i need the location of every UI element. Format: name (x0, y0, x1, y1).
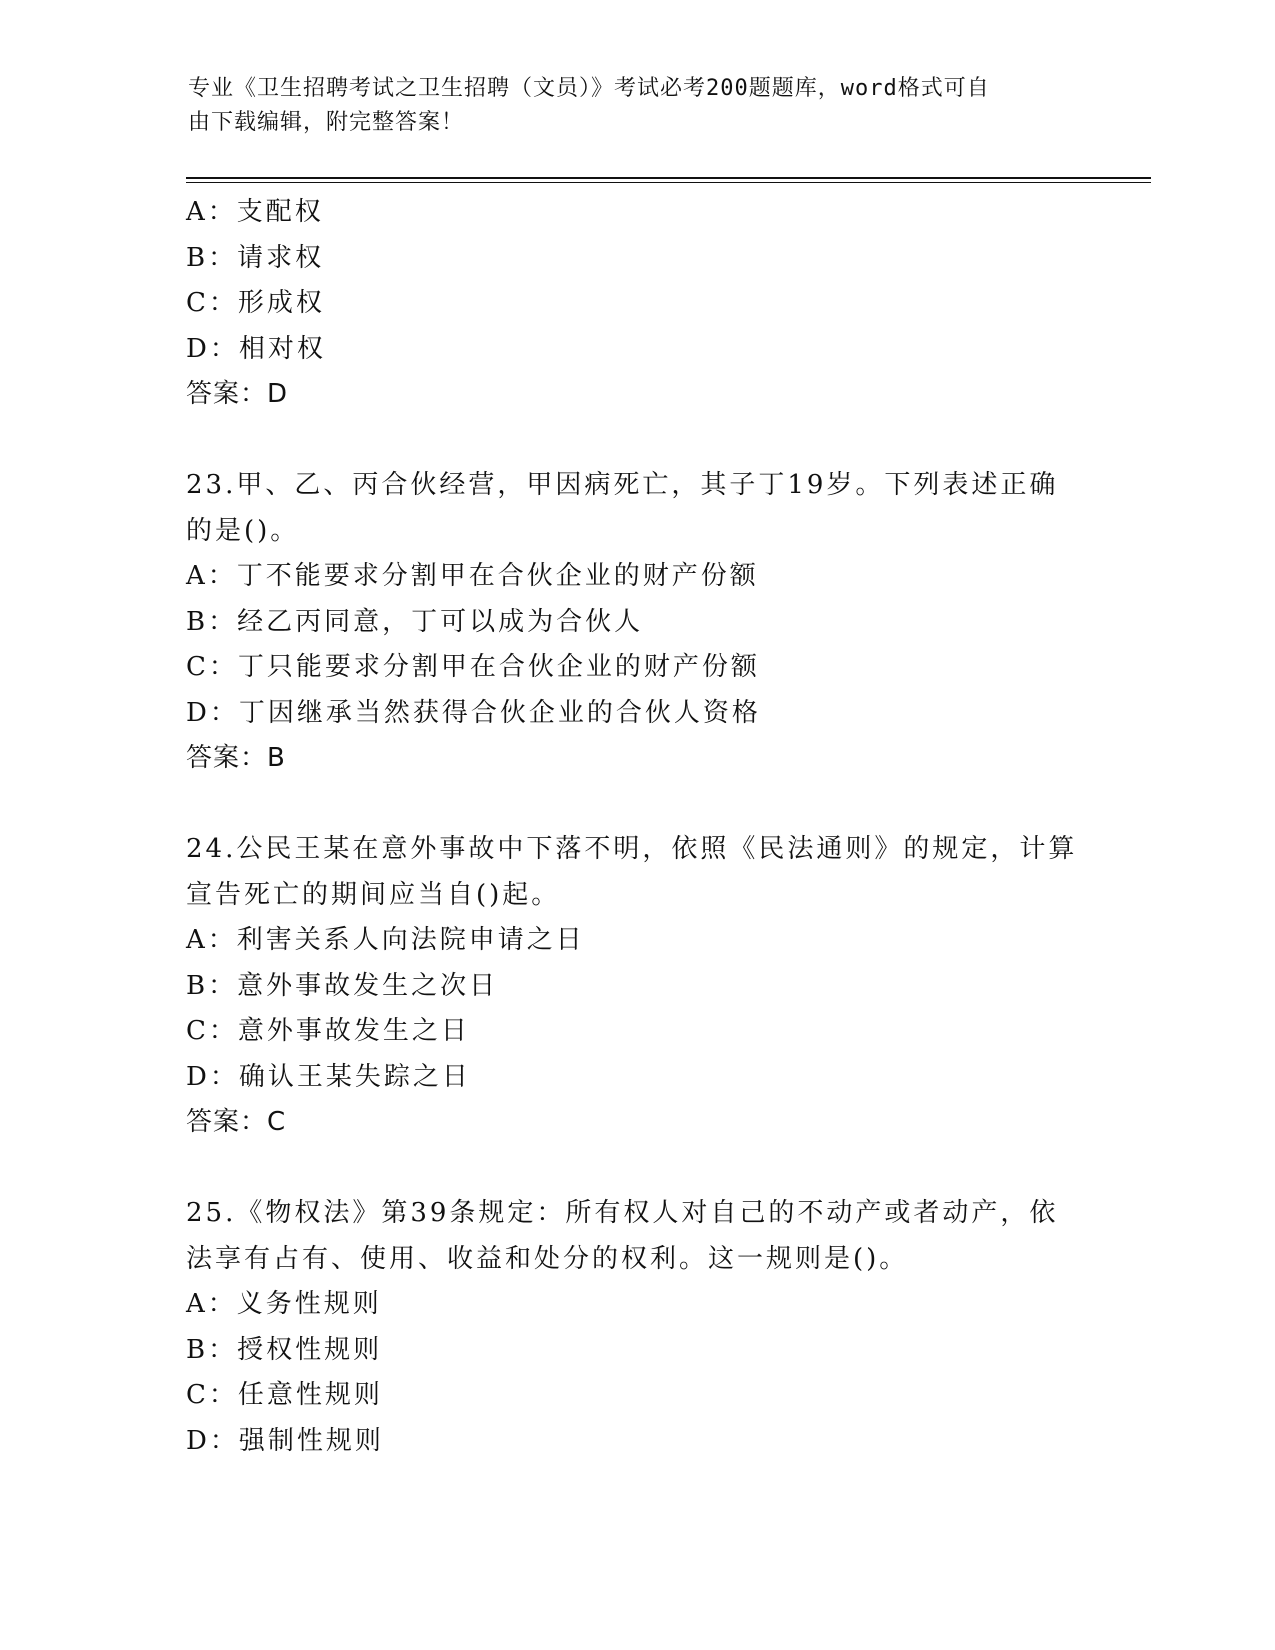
spacer (186, 418, 1086, 464)
question-22 (186, 190, 1086, 418)
option-b: B：经乙丙同意，丁可以成为合伙人 (186, 606, 644, 637)
answer: 答案：C (186, 1107, 287, 1137)
question-stem-line-1: 25.《物权法》第39条规定：所有权人对自己的不动产或者动产，依 (186, 1198, 1059, 1228)
header-divider-thick (186, 177, 1151, 179)
option-b: B：请求权 (186, 242, 325, 273)
option-c: C：形成权 (186, 288, 325, 318)
option-d: D：强制性规则 (186, 1425, 384, 1456)
option-a: A：义务性规则 (186, 1289, 382, 1319)
option-a: A：利害关系人向法院申请之日 (186, 925, 585, 955)
option-d: D：丁因继承当然获得合伙企业的合伙人资格 (186, 697, 761, 728)
document-header (188, 72, 1088, 140)
question-list (186, 190, 1086, 1464)
option-c: C：丁只能要求分割甲在合伙企业的财产份额 (186, 652, 760, 682)
question-stem-line-2: 的是()。 (186, 515, 300, 546)
question-stem-line-1: 24.公民王某在意外事故中下落不明，依照《民法通则》的规定，计算 (186, 834, 1078, 864)
spacer (186, 1146, 1086, 1192)
header-line-1: 专业《卫生招聘考试之卫生招聘（文员）》考试必考200题题库，word格式可自 (188, 76, 990, 101)
question-stem-line-2: 宣告死亡的期间应当自()起。 (186, 879, 561, 910)
answer: 答案：D (186, 379, 289, 409)
question-24 (186, 827, 1086, 1146)
option-c: C：意外事故发生之日 (186, 1016, 470, 1046)
question-stem-line-2: 法享有占有、使用、收益和处分的权利。这一规则是()。 (186, 1243, 909, 1274)
option-d: D：相对权 (186, 333, 326, 364)
option-d: D：确认王某失踪之日 (186, 1061, 471, 1092)
answer: 答案：B (186, 743, 286, 773)
option-b: B：意外事故发生之次日 (186, 970, 499, 1001)
question-25 (186, 1191, 1086, 1464)
option-c: C：任意性规则 (186, 1380, 383, 1410)
option-a: A：丁不能要求分割甲在合伙企业的财产份额 (186, 561, 759, 591)
header-divider-thin (186, 182, 1151, 183)
header-line-2: 由下载编辑，附完整答案！ (188, 110, 465, 135)
question-23 (186, 463, 1086, 782)
option-b: B：授权性规则 (186, 1334, 383, 1365)
question-stem-line-1: 23.甲、乙、丙合伙经营，甲因病死亡，其子丁19岁。下列表述正确 (186, 470, 1059, 500)
spacer (186, 782, 1086, 828)
option-a: A：支配权 (186, 197, 324, 227)
